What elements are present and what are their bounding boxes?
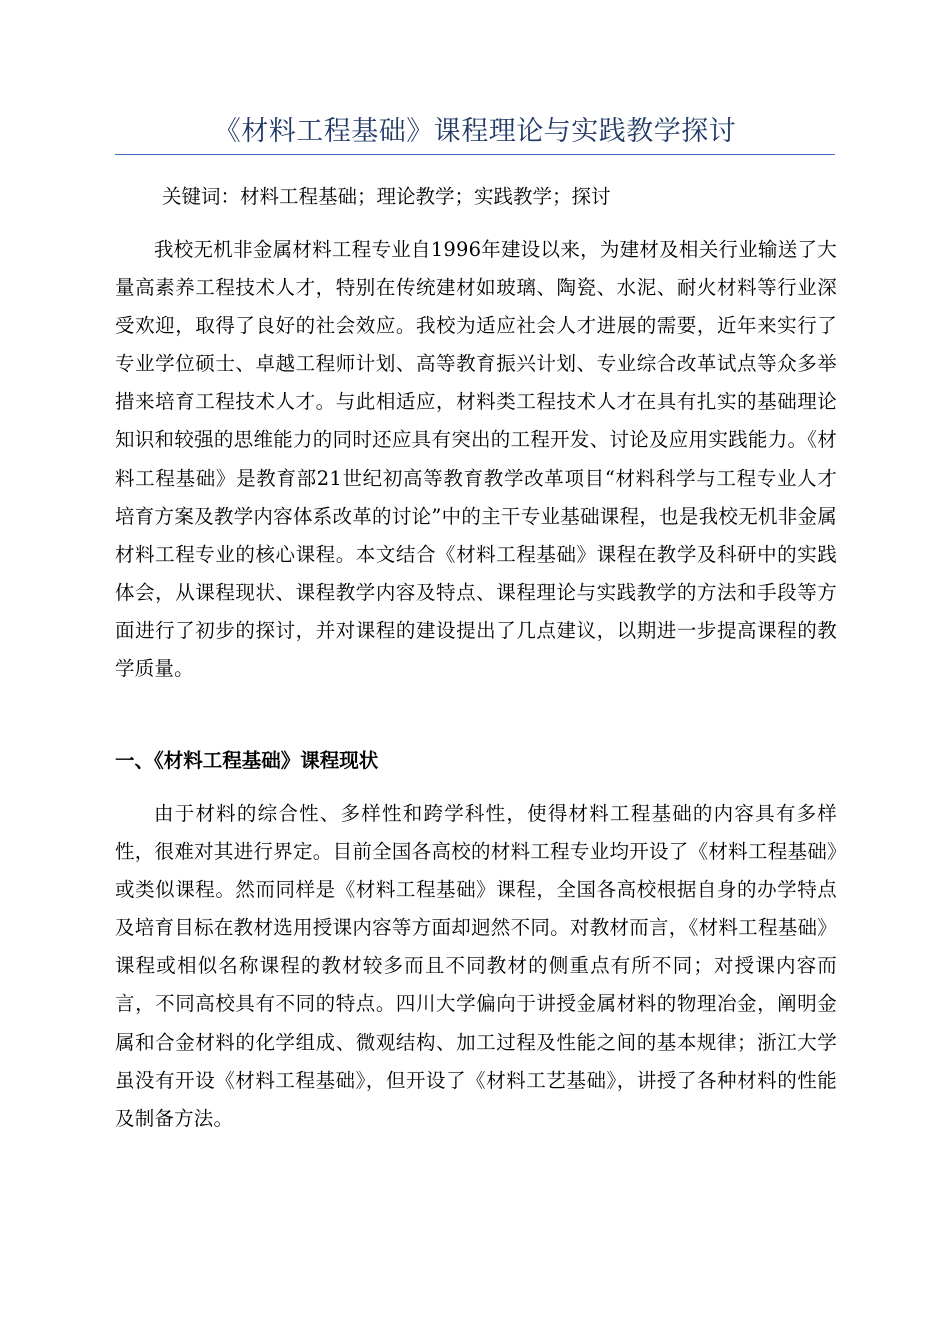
document-title: 《材料工程基础》课程理论与实践教学探讨 xyxy=(213,116,737,147)
title-underline xyxy=(115,154,835,155)
section-paragraph: 由于材料的综合性、多样性和跨学科性，使得材料工程基础的内容具有多样性，很难对其进行界定。目前全国各高校的材料工程专业均开设了《材料工程基础》或类似课程。然而同样是《材料工程基础》课程，全国各高校根据自身的办学特点及培育目标在教材选用授课内容等方面却迥然不同。对教材而言，《材料工程基础》课程或相似名称课程的教材较多而且不同教材的侧重点有所不同；对授课内容而言，不同高校具有不同的特点。四川大学偏向于讲授金属材料的物理冶金，阐明金属和合金材料的化学组成、微观结构、加工过程及性能之间的基本规律；浙江大学虽没有开设《材料工程基础》，但开设了《材料工艺基础》，讲授了各种材料的性能及制备方法。 xyxy=(115,802,837,1130)
intro-paragraph: 我校无机非金属材料工程专业自1996年建设以来，为建材及相关行业输送了大量高素养工程技术人才，特别在传统建材如玻璃、陶瓷、水泥、耐火材料等行业深受欢迎，取得了良好的社会效应。我校为适应社会人才进展的需要，近年来实行了专业学位硕士、卓越工程师计划、高等教育振兴计划、专业综合改革试点等众多举措来培育工程技术人才。与此相适应，材料类工程技术人才在具有扎实的基础理论知识和较强的思维能力的同时还应具有突出的工程开发、讨论及应用实践能力。《材料工程基础》是教育部21世纪初高等教育教学改革项目“材料科学与工程专业人才培育方案及教学内容体系改革的讨论”中的主干专业基础课程，也是我校无机非金属材料工程专业的核心课程。本文结合《材料工程基础》课程在教学及科研中的实践体会，从课程现状、课程教学内容及特点、课程理论与实践教学的方法和手段等方面进行了初步的探讨，并对课程的建设提出了几点建议，以期进一步提高课程的教学质量。 xyxy=(115,238,837,681)
keywords-line: 关键词：材料工程基础；理论教学；实践教学；探讨 xyxy=(162,185,611,208)
section-heading: 一、《材料工程基础》课程现状 xyxy=(115,749,379,772)
